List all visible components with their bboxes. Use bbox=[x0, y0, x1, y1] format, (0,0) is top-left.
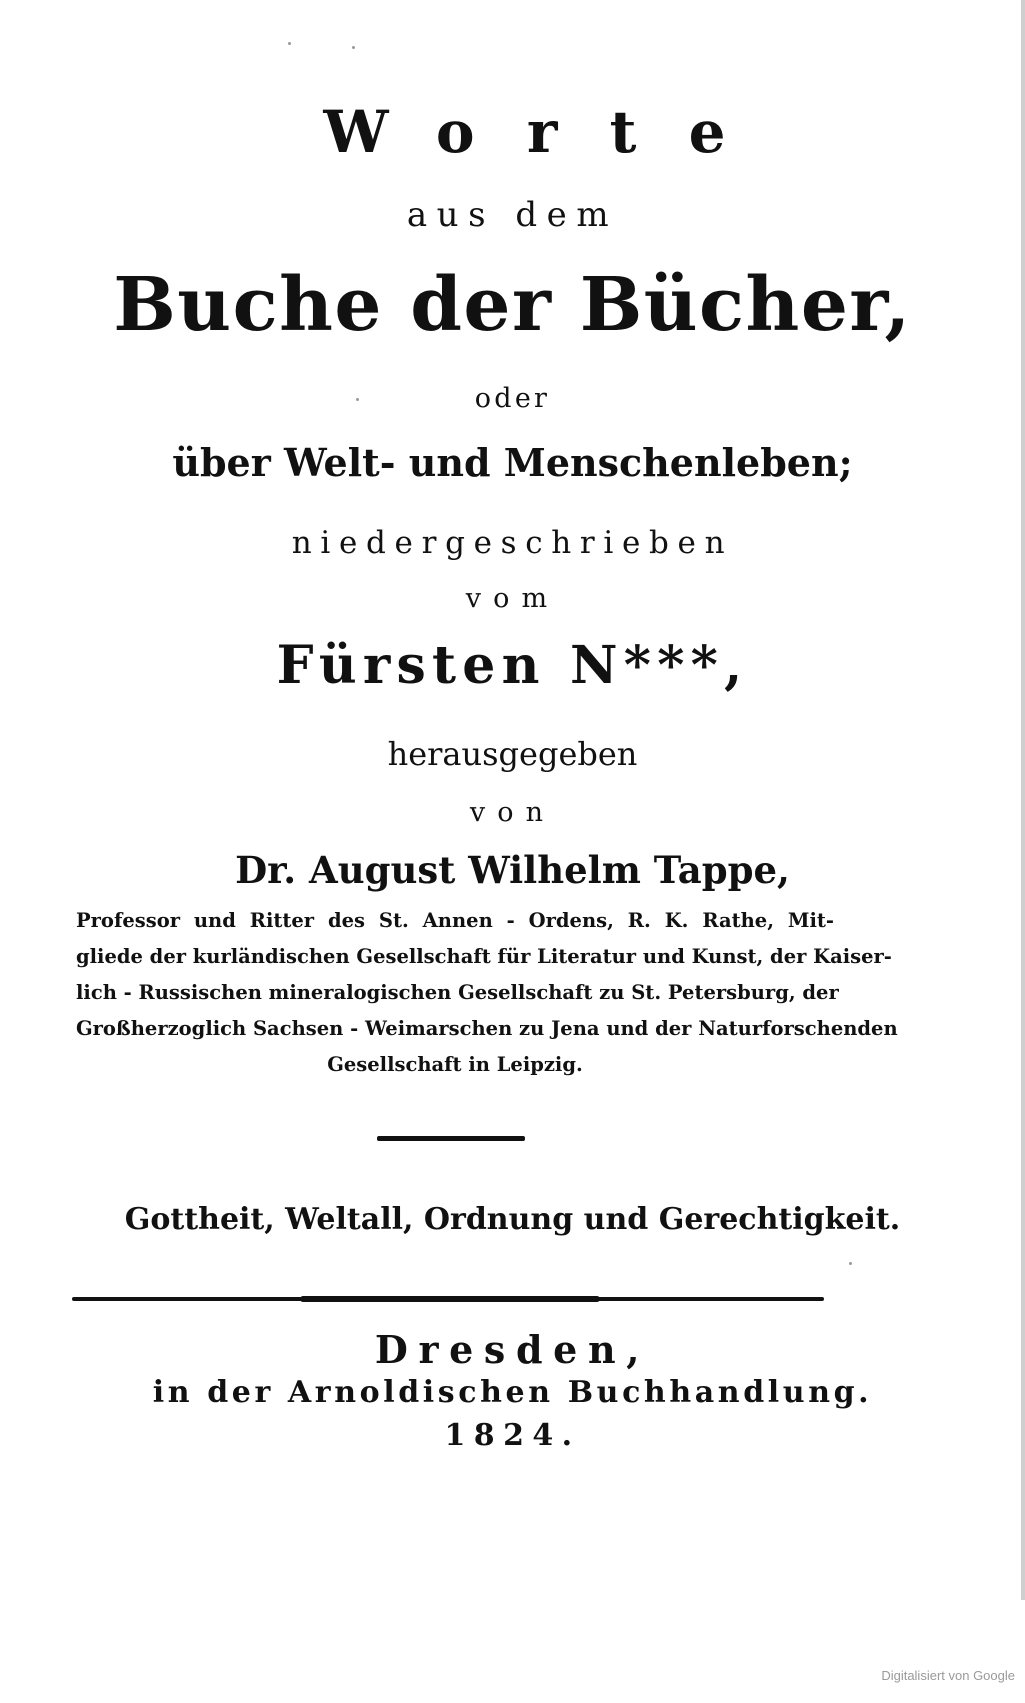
author-description-line: Großherzoglich Sachsen - Weimarschen zu Jena und der Naturforschenden bbox=[76, 1017, 898, 1040]
title-von: von bbox=[469, 797, 556, 828]
imprint-publisher: in der Arnoldischen Buchhandlung. bbox=[152, 1375, 873, 1410]
paper-speck bbox=[849, 1262, 852, 1265]
paper-speck bbox=[352, 46, 355, 49]
title-vom: vom bbox=[465, 583, 560, 614]
author-description-line: gliede der kurländischen Gesellschaft für Literatur und Kunst, der Kaiser- bbox=[76, 945, 892, 968]
title-herausgegeben: herausgegeben bbox=[387, 735, 638, 773]
title-subtitle: über Welt- und Menschenleben; bbox=[172, 440, 853, 485]
imprint-year: 1824. bbox=[444, 1418, 581, 1453]
author-description-line: Gesellschaft in Leipzig. bbox=[327, 1053, 583, 1076]
paper-speck bbox=[288, 42, 291, 45]
divider-short bbox=[377, 1136, 525, 1141]
motto: Gottheit, Weltall, Ordnung und Gerechtigkeit. bbox=[124, 1202, 901, 1237]
author-description-line: Professor und Ritter des St. Annen - Ordens, R. K. Rathe, Mit- bbox=[76, 909, 834, 932]
watermark: Digitalisiert von Google bbox=[881, 1668, 1015, 1683]
title-worte: Worte bbox=[323, 98, 778, 166]
author-name: Dr. August Wilhelm Tappe, bbox=[235, 848, 790, 892]
title-oder: oder bbox=[474, 383, 551, 414]
author-description-line: lich - Russischen mineralogischen Gesellschaft zu St. Petersburg, der bbox=[76, 981, 839, 1004]
title-main: Buche der Bücher, bbox=[113, 262, 912, 348]
title-aus-dem: aus dem bbox=[406, 195, 619, 235]
divider-long-center bbox=[300, 1296, 600, 1302]
title-niedergeschrieben: niedergeschrieben bbox=[291, 525, 734, 561]
imprint-city: Dresden, bbox=[374, 1327, 651, 1372]
title-fuersten: Fürsten N***, bbox=[276, 635, 749, 696]
